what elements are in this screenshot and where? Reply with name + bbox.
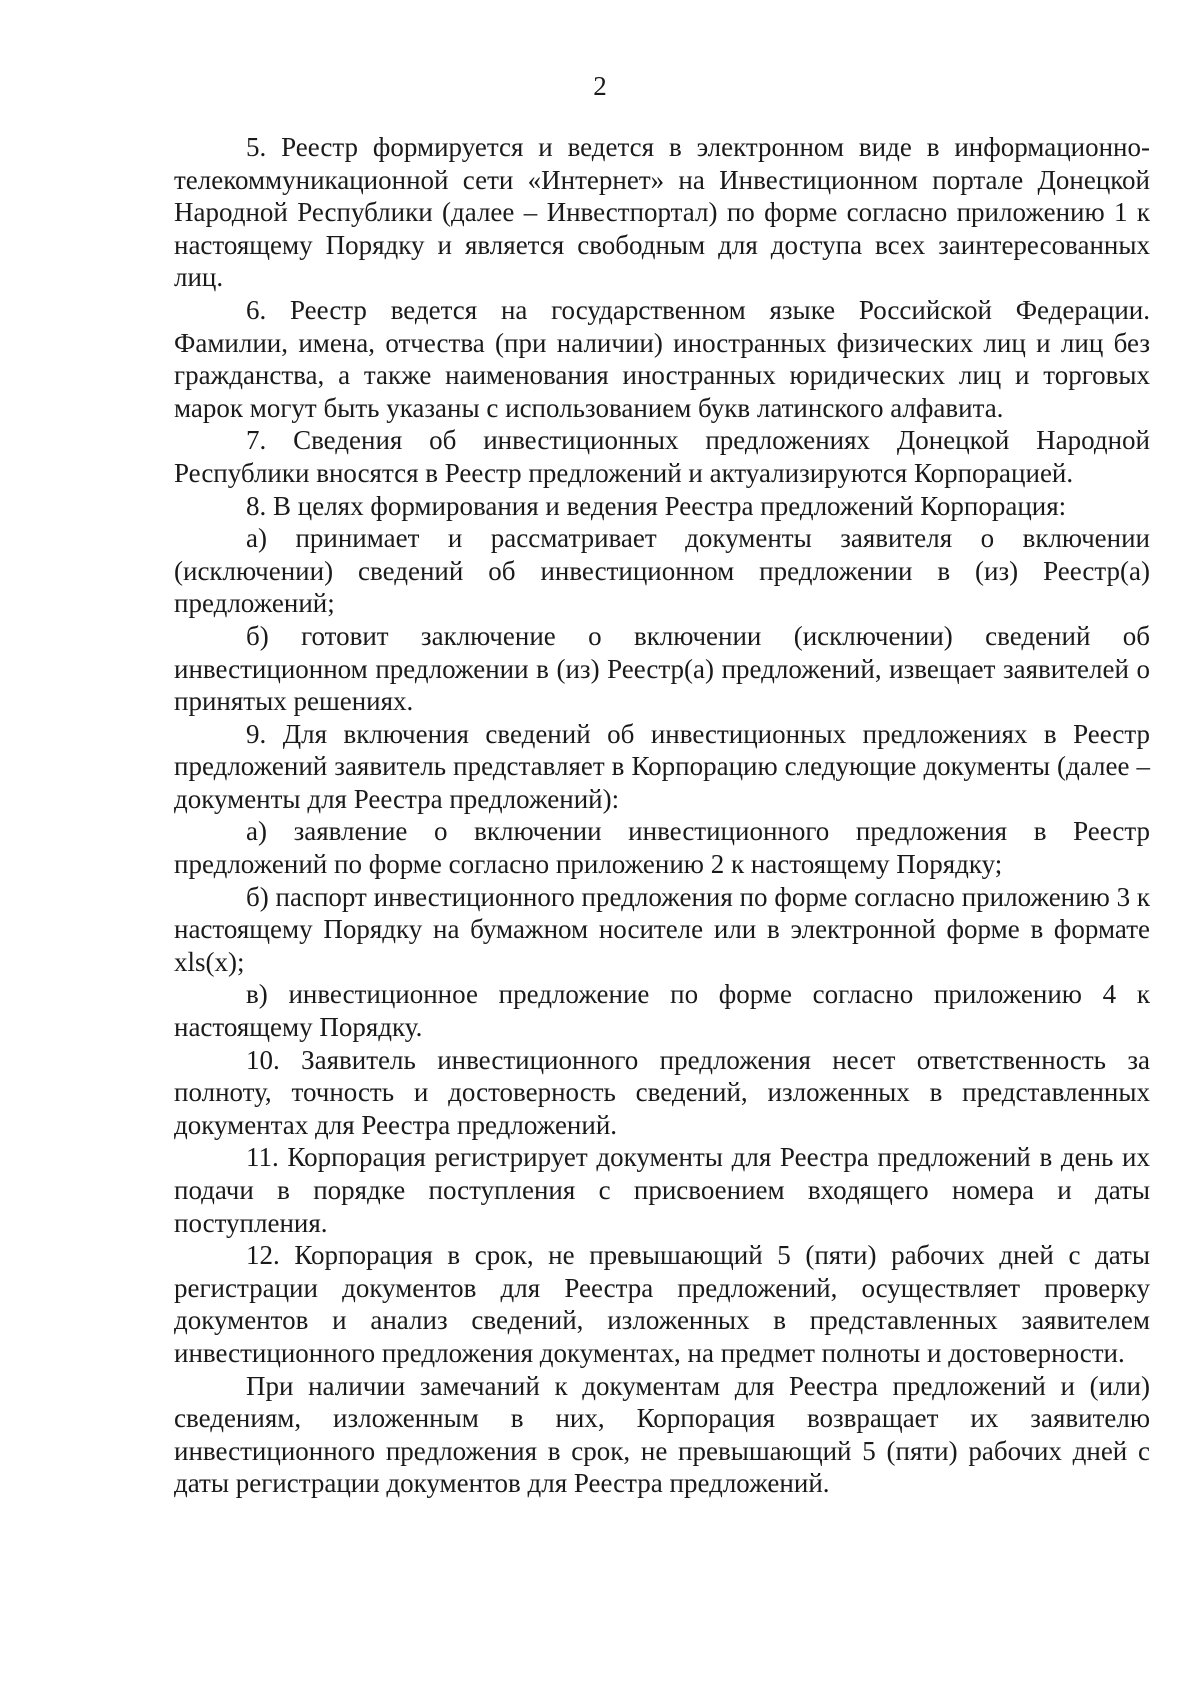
page-number: 2 [593,71,607,101]
paragraph-5: 5. Реестр формируется и ведется в электронном виде в информационно-телекоммуникационной сети «Интернет» на Инвестиционном портале Донецкой Народной Республики (далее – Инвестпортал) по форме согласно приложению 1 к настоящему Порядку и является свободным для доступа всех заинтересованных лиц. [174,132,1150,293]
paragraph-10: 10. Заявитель инвестиционного предложения несет ответственность за полноту, точность и достоверность сведений, изложенных в представленных документах для Реестра предложений. [174,1044,1150,1140]
paragraph-6: 6. Реестр ведется на государственном языке Российской Федерации. Фамилии, имена, отчества (при наличии) иностранных физических лиц и лиц без гражданства, а также наименования иностранных юридических лиц и торговых марок могут быть указаны с использованием букв латинского алфавита. [174,294,1150,423]
document-body [174,131,1150,1500]
paragraph-12-remarks: При наличии замечаний к документам для Реестра предложений и (или) сведениям, изложенным в них, Корпорация возвращает их заявителю инвестиционного предложения в срок, не превышающий 5 (пяти) рабочих дней с даты регистрации документов для Реестра предложений. [174,1370,1150,1499]
paragraph-9v: в) инвестиционное предложение по форме согласно приложению 4 к настоящему Порядку. [174,979,1150,1043]
paragraph-8: 8. В целях формирования и ведения Реестра предложений Корпорация: [246,490,1067,521]
paragraph-12: 12. Корпорация в срок, не превышающий 5 (пяти) рабочих дней с даты регистрации документов для Реестра предложений, осуществляет проверку документов и анализ сведений, изложенных в представленных заявителем инвестиционного предложения документах, на предмет полноты и достоверности. [174,1240,1150,1368]
paragraph-7: 7. Сведения об инвестиционных предложениях Донецкой Народной Республики вносятся в Реестр предложений и актуализируются Корпорацией. [174,425,1150,488]
paragraph-11: 11. Корпорация регистрирует документы для Реестра предложений в день их подачи в порядке поступления с присвоением входящего номера и даты поступления. [174,1142,1150,1238]
paragraph-9: 9. Для включения сведений об инвестиционных предложениях в Реестр предложений заявитель представляет в Корпорацию следующие документы (далее – документы для Реестра предложений): [174,718,1150,814]
paragraph-8a: а) принимает и рассматривает документы заявителя о включении (исключении) сведений об инвестиционном предложении в (из) Реестр(а) предложений; [174,523,1150,619]
paragraph-9b: б) паспорт инвестиционного предложения по форме согласно приложению 3 к настоящему Порядку на бумажном носителе или в электронной форме в формате xls(x); [174,881,1150,977]
paragraph-8b: б) готовит заключение о включении (исключении) сведений об инвестиционном предложении в (из) Реестр(а) предложений, извещает заявителей о принятых решениях. [174,620,1150,717]
paragraph-9a: а) заявление о включении инвестиционного предложения в Реестр предложений по форме согласно приложению 2 к настоящему Порядку; [174,816,1150,880]
